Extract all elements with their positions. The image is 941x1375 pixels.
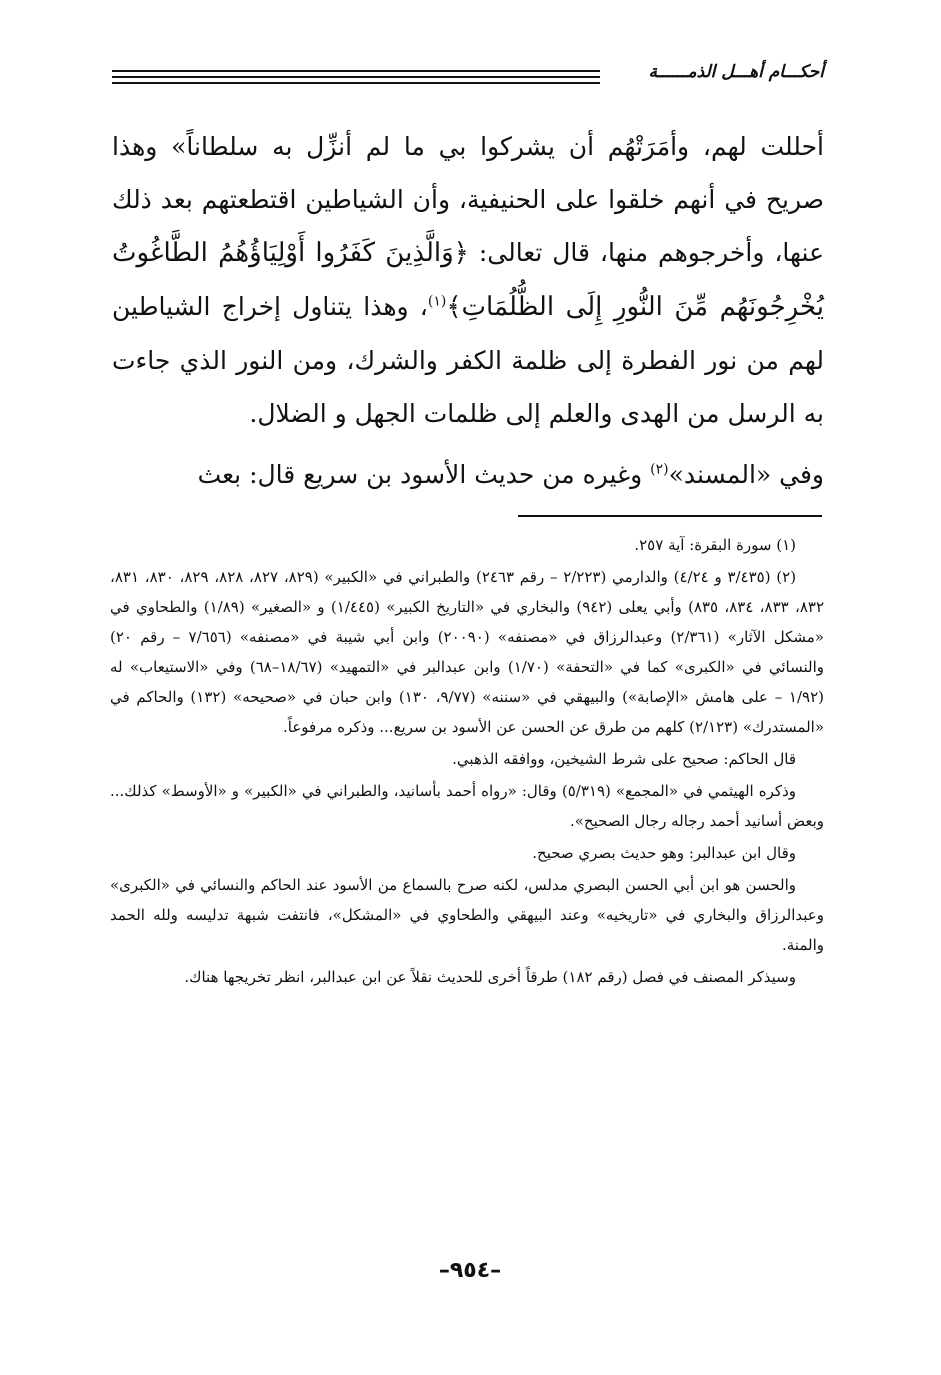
header-rule	[112, 76, 600, 78]
main-text	[112, 120, 824, 501]
running-header	[112, 60, 824, 88]
paragraph-1-part-2: ، وهذا يتناول إخراج الشياطين لهم من نور الفطرة إلى ظلمة الكفر والشرك، ومن النور الذي جاءت به الرسل من الهدى والعلم إلى ظلمات الجهل و الضلال.	[112, 292, 824, 428]
footnote-2-note-hasan: والحسن هو ابن أبي الحسن البصري مدلس، لكنه صرح بالسماع من الأسود عند الحاكم والنسائي في «الكبرى» وعبدالرزاق والبخاري في «تاريخيه» وعند البيهقي والطحاوي في «المشكل»، فانتفت شبهة تدليسه ولله الحمد والمنة.	[110, 876, 824, 954]
paragraph-2-part-2: وغيره من حديث الأسود بن سريع قال: بعث	[197, 460, 651, 489]
page-number: –٩٥٤–	[438, 1258, 502, 1283]
footnote-2-note-chapter: وسيذكر المصنف في فصل (رقم ١٨٢) طرقاً أخرى للحديث نقلاً عن ابن عبدالبر، انظر تخريجها هناك.	[184, 968, 796, 986]
footnote-2-note-ibn-abdulbarr: وقال ابن عبدالبر: وهو حديث بصري صحيح.	[532, 844, 796, 862]
footnote-marker-1: (١)	[427, 293, 447, 310]
footnote-1: (١) سورة البقرة: آية ٢٥٧.	[634, 536, 796, 554]
header-rule	[112, 70, 600, 72]
footnote-2-note-haythami: وذكره الهيثمي في «المجمع» (٥/٣١٩) وقال: «رواه أحمد بأسانيد، والطبراني في «الكبير» و «الأوسط» كذلك... وبعض أسانيد أحمد رجاله رجال الصحيح».	[110, 782, 824, 830]
header-rule	[112, 82, 600, 84]
paragraph-1	[112, 120, 824, 440]
header-title: أحكـــام أهـــل الذمــــــة	[648, 62, 824, 82]
paragraph-2-part-1: وفي «المسند»	[668, 460, 824, 489]
paragraph-2	[112, 448, 824, 501]
footnote-2: (٢) (٣/٤٣٥ و ٤/٢٤) والدارمي (٢/٢٢٣ – رقم ٢٤٦٣) والطبراني في «الكبير» (٨٢٩، ٨٢٧، ٨٢٨، ٨٢٩، ٨٣٠، ٨٣١، ٨٣٢، ٨٣٣، ٨٣٤، ٨٣٥) وأبي يعلى (٩٤٢) والبخاري في «التاريخ الكبير» (١/٤٤٥) و «الصغير» (١/٨٩) والطحاوي في «مشكل الآثار» (٢/٣٦١) وعبدالرزاق في «مصنفه» (٢٠٠٩٠) وابن أبي شيبة في «مصنفه» (٧/٦٥٦ – رقم ٢٠) والنسائي في «الكبرى» كما في «التحفة» (١/٧٠) وابن عبدالبر في «التمهيد» (١٨/٦٧–٦٨) وفي «الاستيعاب» له (١/٩٢ – على هامش «الإصابة») والبيهقي في «سننه» (٩/٧٧، ١٣٠) وابن حبان في «صحيحه» (١٣٢) والحاكم في «المستدرك» (٢/١٢٣) كلهم من طرق عن الحسن عن الأسود بن سريع... وذكره مرفوعاً.	[110, 568, 825, 736]
footnote-separator	[518, 515, 822, 517]
paragraph-1-part-1: أحللت لهم، وأمَرَتْهُم أن يشركوا بي ما لم أنزِّل به سلطاناً» وهذا صريح في أنهم خلقوا على الحنيفية، وأن الشياطين اقتطعتهم بعد ذلك عنها، وأخرجوهم منها، قال تعالى:	[112, 132, 824, 267]
footnotes	[110, 530, 824, 994]
footnote-2-note-hakim: قال الحاكم: صحيح على شرط الشيخين، ووافقه الذهبي.	[452, 750, 796, 768]
footnote-marker-2: (٢)	[650, 461, 669, 478]
quran-verse: ﴿وَالَّذِينَ كَفَرُوا أَوْلِيَاؤُهُمُ الطَّاغُوتُ يُخْرِجُونَهُم مِّنَ النُّورِ إِلَى الظُّلُمَاتِ﴾	[112, 238, 824, 322]
